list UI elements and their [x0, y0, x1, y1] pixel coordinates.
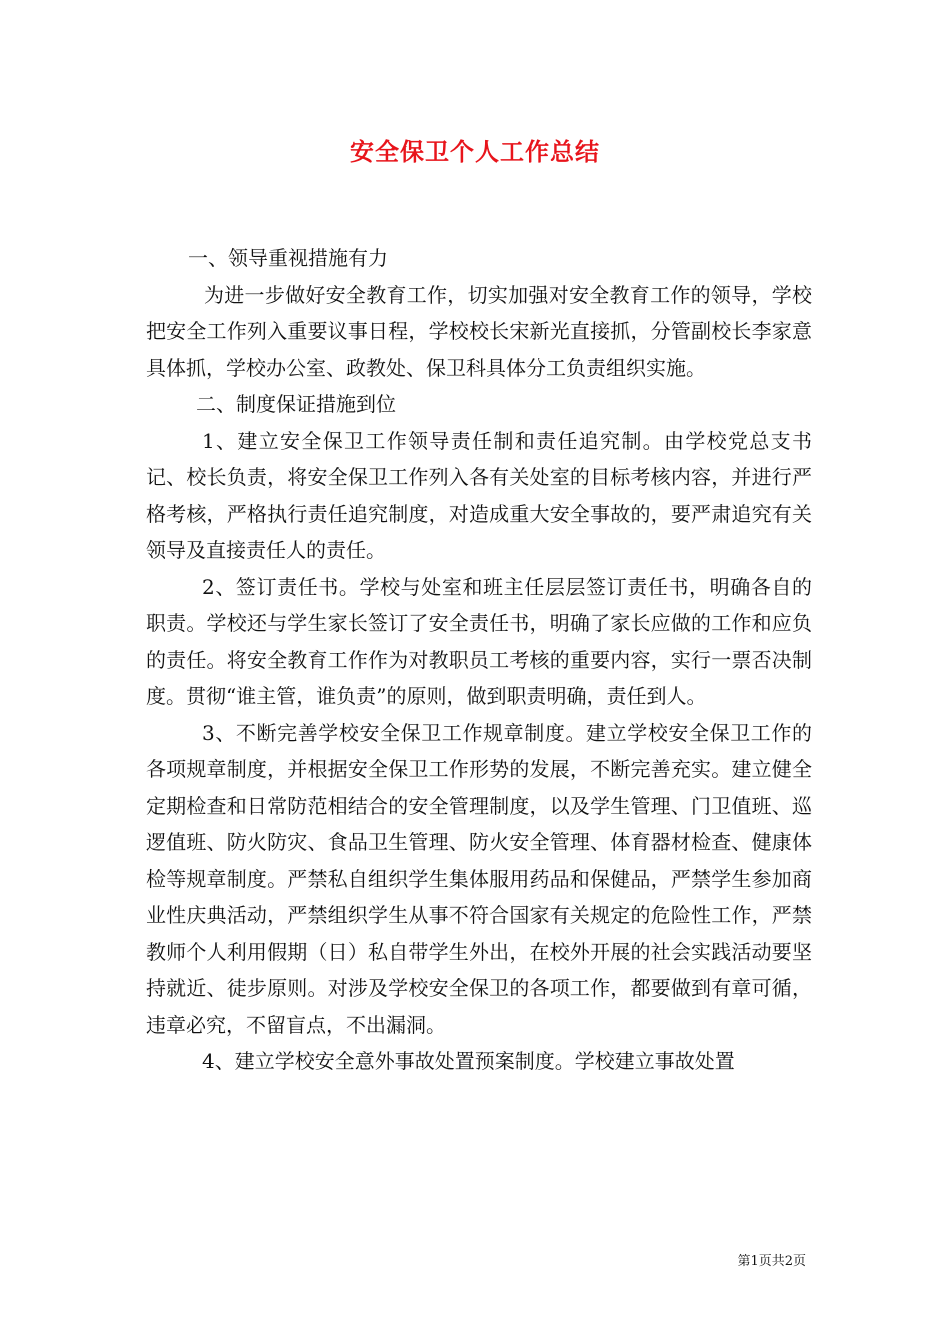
list-item-3: 3、不断完善学校安全保卫工作规章制度。建立学校安全保卫工作的各项规章制度，并根据安全保卫工作形势的发展，不断完善充实。建立健全定期检查和日常防范相结合的安全管理制度，以及学生管理、门卫值班、巡逻值班、防火防灾、食品卫生管理、防火安全管理、体育器材检查、健康体检等规章制度。严禁私自组织学生集体服用药品和保健品，严禁学生参加商业性庆典活动，严禁组织学生从事不符合国家有关规定的危险性工作，严禁教师个人利用假期（日）私自带学生外出，在校外开展的社会实践活动要坚持就近、徒步原则。对涉及学校安全保卫的各项工作，都要做到有章可循，违章必究，不留盲点，不出漏洞。: [146, 720, 812, 1037]
section-heading-1: 一、领导重视措施有力: [188, 246, 388, 270]
list-item-4: 4、建立学校安全意外事故处置预案制度。学校建立事故处置: [202, 1049, 735, 1073]
paragraph: 为进一步做好安全教育工作，切实加强对安全教育工作的领导，学校把安全工作列入重要议事日程，学校校长宋新光直接抓，分管副校长李家意具体抓，学校办公室、政教处、保卫科具体分工负责组织实施。: [146, 282, 812, 380]
document-title: 安全保卫个人工作总结: [350, 137, 600, 166]
list-item-2: 2、签订责任书。学校与处室和班主任层层签订责任书，明确各自的职责。学校还与学生家长签订了安全责任书，明确了家长应做的工作和应负的责任。将安全教育工作作为对教职员工考核的重要内容，实行一票否决制度。贯彻“谁主管，谁负责”的原则，做到职责明确，责任到人。: [146, 574, 812, 708]
list-item-1: 1、建立安全保卫工作领导责任制和责任追究制。由学校党总支书记、校长负责，将安全保卫工作列入各有关处室的目标考核内容，并进行严格考核，严格执行责任追究制度，对造成重大安全事故的，要严肃追究有关领导及直接责任人的责任。: [146, 428, 812, 562]
page-number: 第1页共2页: [737, 1254, 806, 1269]
section-heading-2: 二、制度保证措施到位: [196, 392, 396, 416]
document-body: [146, 240, 812, 1080]
